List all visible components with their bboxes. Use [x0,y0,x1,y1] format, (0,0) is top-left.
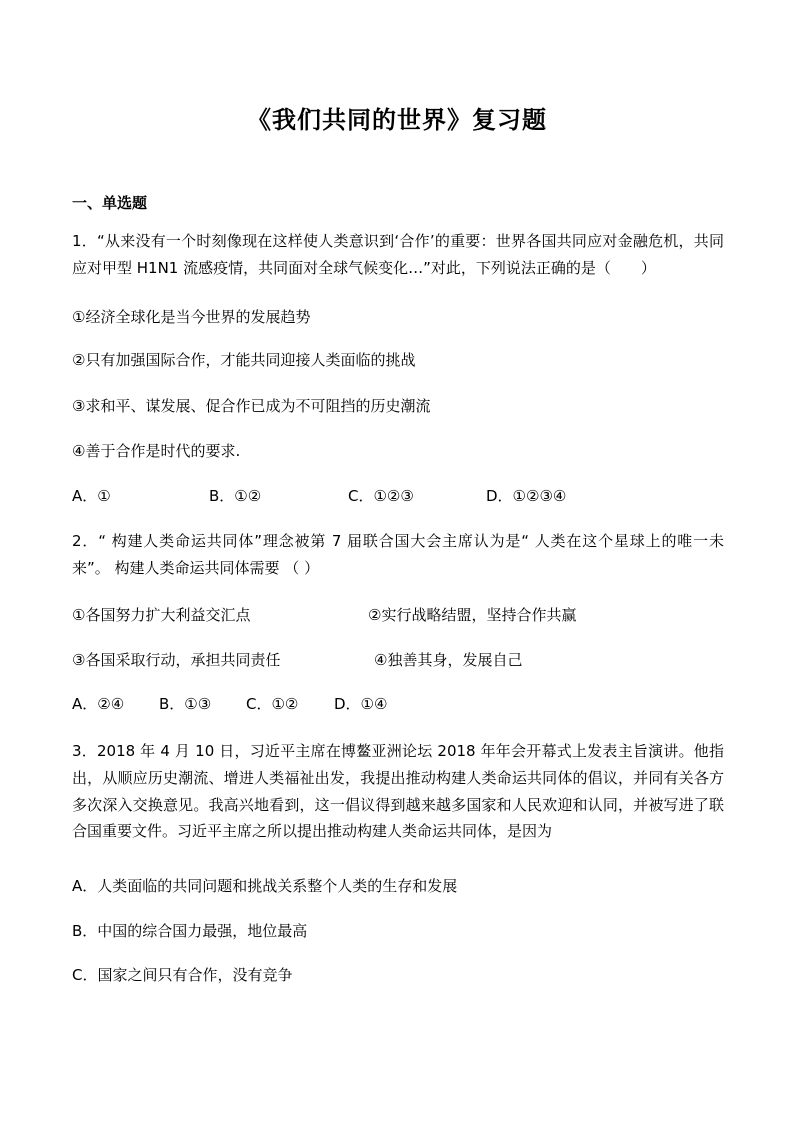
question-2-stem: 2．“ 构建人类命运共同体”理念被第 7 届联合国大会主席认为是“ 人类在这个星球上的唯一未来”。 构建人类命运共同体需要 （ ） [72,532,724,577]
question-1-option-d: D．①②③④ [486,487,567,505]
question-3-option-a: A．人类面临的共同问题和挑战关系整个人类的生存和发展 [72,877,458,895]
question-1-stem: 1．“从来没有一个时刻像现在这样使人类意识到‘合作’的重要：世界各国共同应对金融危机，共同应对甲型 H1N1 流感疫情，共同面对全球气候变化…”对此，下列说法正确的是（ ） [72,232,724,277]
question-2-option-c: C．①② [246,695,299,713]
section-heading: 一、单选题 [72,194,148,212]
question-2-item-3: ③各国采取行动，承担共同责任 [72,651,281,669]
question-1-item-3: ③求和平、谋发展、促合作已成为不可阻挡的历史潮流 [72,397,431,415]
question-1-option-c: C．①②③ [348,487,414,505]
document-title: 《我们共同的世界》复习题 [247,105,547,134]
question-3-stem: 3．2018 年 4 月 10 日，习近平主席在博鳌亚洲论坛 2018 年年会开幕式上发表主旨演讲。他指出，从顺应历史潮流、增进人类福祉出发，我提出推动构建人类命运共同体的倡议，并同有关各方多次深入交换意见。我高兴地看到，这一倡议得到越来越多国家和人民欢迎和认同，并被写进了联合国重要文件。习近平主席之所以提出推动构建人类命运共同体，是因为 [72,742,724,841]
question-3-option-c: C．国家之间只有合作，没有竞争 [72,966,293,984]
question-2-item-4: ④独善其身，发展自己 [374,651,523,669]
question-1-option-b: B．①② [209,487,262,505]
question-1-option-a: A．① [72,487,111,505]
question-2-item-1: ①各国努力扩大利益交汇点 [72,606,251,624]
question-2-option-a: A．②④ [72,695,125,713]
question-3-option-b: B．中国的综合国力最强，地位最高 [72,922,308,940]
question-1-item-2: ②只有加强国际合作，才能共同迎接人类面临的挑战 [72,351,416,369]
question-2-item-2: ②实行战略结盟，坚持合作共赢 [368,606,577,624]
question-2-option-b: B．①③ [159,695,212,713]
question-2-option-d: D．①④ [334,695,388,713]
question-1-item-4: ④善于合作是时代的要求. [72,442,241,460]
question-1-item-1: ①经济全球化是当今世界的发展趋势 [72,308,311,326]
